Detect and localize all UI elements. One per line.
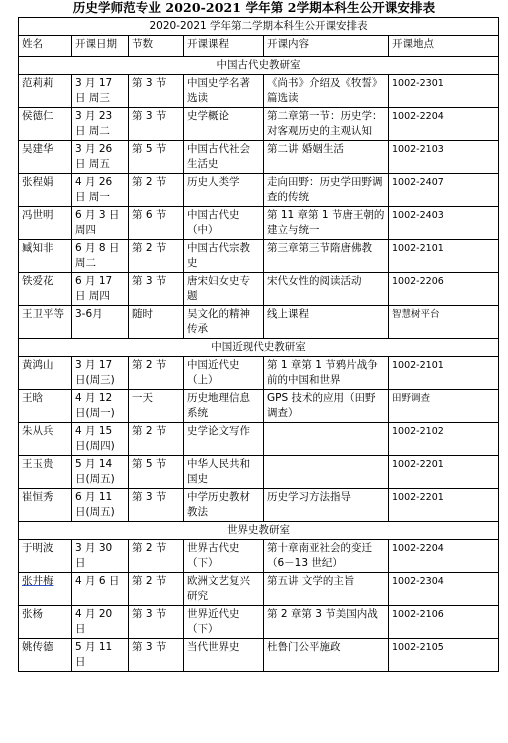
table-row xyxy=(19,357,499,390)
cell-period: 第 5 节 xyxy=(129,456,184,489)
cell-location: 田野调查 xyxy=(389,390,499,423)
cell-name: 张井梅 xyxy=(19,573,72,606)
schedule-table xyxy=(18,17,499,672)
table-row xyxy=(19,108,499,141)
cell-location: 1002-2204 xyxy=(389,540,499,573)
cell-period: 第 2 节 xyxy=(129,573,184,606)
cell-period: 第 3 节 xyxy=(129,489,184,522)
cell-content xyxy=(264,456,389,489)
table-row xyxy=(19,540,499,573)
cell-date: 3 月 30 日 xyxy=(72,540,129,573)
cell-date: 3 月 23 日 周二 xyxy=(72,108,129,141)
table-header-row xyxy=(19,36,499,57)
cell-name: 崔恒秀 xyxy=(19,489,72,522)
section-row xyxy=(19,522,499,540)
cell-date: 6 月 17 日 周四 xyxy=(72,273,129,306)
cell-period: 第 2 节 xyxy=(129,174,184,207)
cell-course: 欧洲文艺复兴研究 xyxy=(184,573,264,606)
cell-course: 中华人民共和国史 xyxy=(184,456,264,489)
cell-location: 1002-2403 xyxy=(389,207,499,240)
table-row xyxy=(19,273,499,306)
cell-course: 世界古代史（下） xyxy=(184,540,264,573)
cell-course: 中学历史教材教法 xyxy=(184,489,264,522)
cell-date: 6 月 8 日 周二 xyxy=(72,240,129,273)
table-row xyxy=(19,75,499,108)
cell-period: 第 5 节 xyxy=(129,141,184,174)
cell-content: 第十章南亚社会的变迁（6－13 世纪） xyxy=(264,540,389,573)
cell-content: 历史学习方法指导 xyxy=(264,489,389,522)
cell-date: 4 月 12 日(周一) xyxy=(72,390,129,423)
cell-location: 1002-2304 xyxy=(389,573,499,606)
column-header-content: 开课内容 xyxy=(264,36,389,57)
cell-course: 唐宋妇女史专题 xyxy=(184,273,264,306)
table-row xyxy=(19,639,499,672)
section-title: 中国古代史教研室 xyxy=(19,57,499,75)
cell-course: 中国近代史（上） xyxy=(184,357,264,390)
cell-date: 3 月 17 日(周三) xyxy=(72,357,129,390)
cell-period: 第 6 节 xyxy=(129,207,184,240)
cell-name: 铁爱花 xyxy=(19,273,72,306)
cell-location: 1002-2206 xyxy=(389,273,499,306)
cell-period: 第 3 节 xyxy=(129,75,184,108)
cell-period: 第 2 节 xyxy=(129,423,184,456)
cell-course: 中国古代社会生活史 xyxy=(184,141,264,174)
cell-location: 1002-2201 xyxy=(389,489,499,522)
cell-period: 随时 xyxy=(129,306,184,339)
cell-date: 5 月 11 日 xyxy=(72,639,129,672)
table-row xyxy=(19,141,499,174)
table-row xyxy=(19,573,499,606)
cell-content: 第 1 章第 1 节鸦片战争前的中国和世界 xyxy=(264,357,389,390)
cell-date: 5 月 14 日(周五) xyxy=(72,456,129,489)
cell-course: 中国古代宗教史 xyxy=(184,240,264,273)
cell-location: 1002-2102 xyxy=(389,423,499,456)
column-header-location: 开课地点 xyxy=(389,36,499,57)
cell-course: 中国古代史（中） xyxy=(184,207,264,240)
cell-name: 王卫平等 xyxy=(19,306,72,339)
column-header-period: 节数 xyxy=(129,36,184,57)
column-header-date: 开课日期 xyxy=(72,36,129,57)
cell-date: 4 月 6 日 xyxy=(72,573,129,606)
cell-location: 1002-2101 xyxy=(389,357,499,390)
cell-content: 第五讲 文学的主旨 xyxy=(264,573,389,606)
table-row xyxy=(19,456,499,489)
cell-course: 世界近代史（下） xyxy=(184,606,264,639)
cell-location: 1002-2301 xyxy=(389,75,499,108)
cell-name: 张杨 xyxy=(19,606,72,639)
table-row xyxy=(19,174,499,207)
table-row xyxy=(19,489,499,522)
cell-name: 朱从兵 xyxy=(19,423,72,456)
section-title: 中国近现代史教研室 xyxy=(19,339,499,357)
cell-content: 第二讲 婚姻生活 xyxy=(264,141,389,174)
cell-period: 第 3 节 xyxy=(129,606,184,639)
column-header-name: 姓名 xyxy=(19,36,72,57)
table-row xyxy=(19,240,499,273)
cell-name: 于明波 xyxy=(19,540,72,573)
cell-date: 6 月 3 日 周四 xyxy=(72,207,129,240)
cell-course: 历史人类学 xyxy=(184,174,264,207)
cell-course: 史学论文写作 xyxy=(184,423,264,456)
cell-name: 黄鸿山 xyxy=(19,357,72,390)
table-row xyxy=(19,423,499,456)
cell-name: 王晗 xyxy=(19,390,72,423)
cell-content: 杜鲁门公平施政 xyxy=(264,639,389,672)
cell-period: 一天 xyxy=(129,390,184,423)
cell-date: 6 月 11 日(周五) xyxy=(72,489,129,522)
cell-content: 第 2 章第 3 节美国内战 xyxy=(264,606,389,639)
cell-name: 王玉贵 xyxy=(19,456,72,489)
cell-date: 3-6月 xyxy=(72,306,129,339)
cell-name: 臧知非 xyxy=(19,240,72,273)
cell-period: 第 2 节 xyxy=(129,540,184,573)
cell-content: 第二章第一节：历史学：对客观历史的主观认知 xyxy=(264,108,389,141)
cell-location: 智慧树平台 xyxy=(389,306,499,339)
cell-name: 侯德仁 xyxy=(19,108,72,141)
cell-date: 3 月 26 日 周五 xyxy=(72,141,129,174)
cell-location: 1002-2201 xyxy=(389,456,499,489)
cell-content: GPS 技术的应用（田野调查） xyxy=(264,390,389,423)
cell-name: 冯世明 xyxy=(19,207,72,240)
cell-location: 1002-2106 xyxy=(389,606,499,639)
table-caption: 2020-2021 学年第二学期本科生公开课安排表 xyxy=(19,18,499,36)
cell-period: 第 2 节 xyxy=(129,357,184,390)
cell-location: 1002-2204 xyxy=(389,108,499,141)
section-row xyxy=(19,57,499,75)
cell-date: 3 月 17 日 周三 xyxy=(72,75,129,108)
cell-period: 第 3 节 xyxy=(129,108,184,141)
page-title: 历史学师范专业 2020-2021 学年第 2学期本科生公开课安排表 xyxy=(72,0,436,15)
cell-location: 1002-2103 xyxy=(389,141,499,174)
cell-content: 线上课程 xyxy=(264,306,389,339)
cell-period: 第 2 节 xyxy=(129,240,184,273)
cell-period: 第 3 节 xyxy=(129,273,184,306)
cell-course: 中国史学名著选读 xyxy=(184,75,264,108)
section-title: 世界史教研室 xyxy=(19,522,499,540)
cell-content: 《尚书》介绍及《牧誓》篇选读 xyxy=(264,75,389,108)
cell-period: 第 3 节 xyxy=(129,639,184,672)
cell-name: 范莉莉 xyxy=(19,75,72,108)
cell-content: 第三章第三节隋唐佛教 xyxy=(264,240,389,273)
cell-course: 吴文化的精神传承 xyxy=(184,306,264,339)
cell-name: 吴建华 xyxy=(19,141,72,174)
cell-course: 史学概论 xyxy=(184,108,264,141)
cell-location: 1002-2407 xyxy=(389,174,499,207)
cell-date: 4 月 20 日 xyxy=(72,606,129,639)
cell-location: 1002-2101 xyxy=(389,240,499,273)
cell-course: 历史地理信息系统 xyxy=(184,390,264,423)
cell-name: 张程娟 xyxy=(19,174,72,207)
cell-content: 走向田野：历史学田野调查的传统 xyxy=(264,174,389,207)
table-row xyxy=(19,207,499,240)
section-row xyxy=(19,339,499,357)
cell-location: 1002-2105 xyxy=(389,639,499,672)
cell-name: 姚传德 xyxy=(19,639,72,672)
cell-content xyxy=(264,423,389,456)
column-header-course: 开课课程 xyxy=(184,36,264,57)
cell-content: 第 11 章第 1 节唐王朝的建立与统一 xyxy=(264,207,389,240)
cell-date: 4 月 26 日 周一 xyxy=(72,174,129,207)
table-row xyxy=(19,306,499,339)
cell-content: 宋代女性的阅读活动 xyxy=(264,273,389,306)
table-row xyxy=(19,606,499,639)
table-row xyxy=(19,390,499,423)
cell-date: 4 月 15 日(周四) xyxy=(72,423,129,456)
cell-course: 当代世界史 xyxy=(184,639,264,672)
